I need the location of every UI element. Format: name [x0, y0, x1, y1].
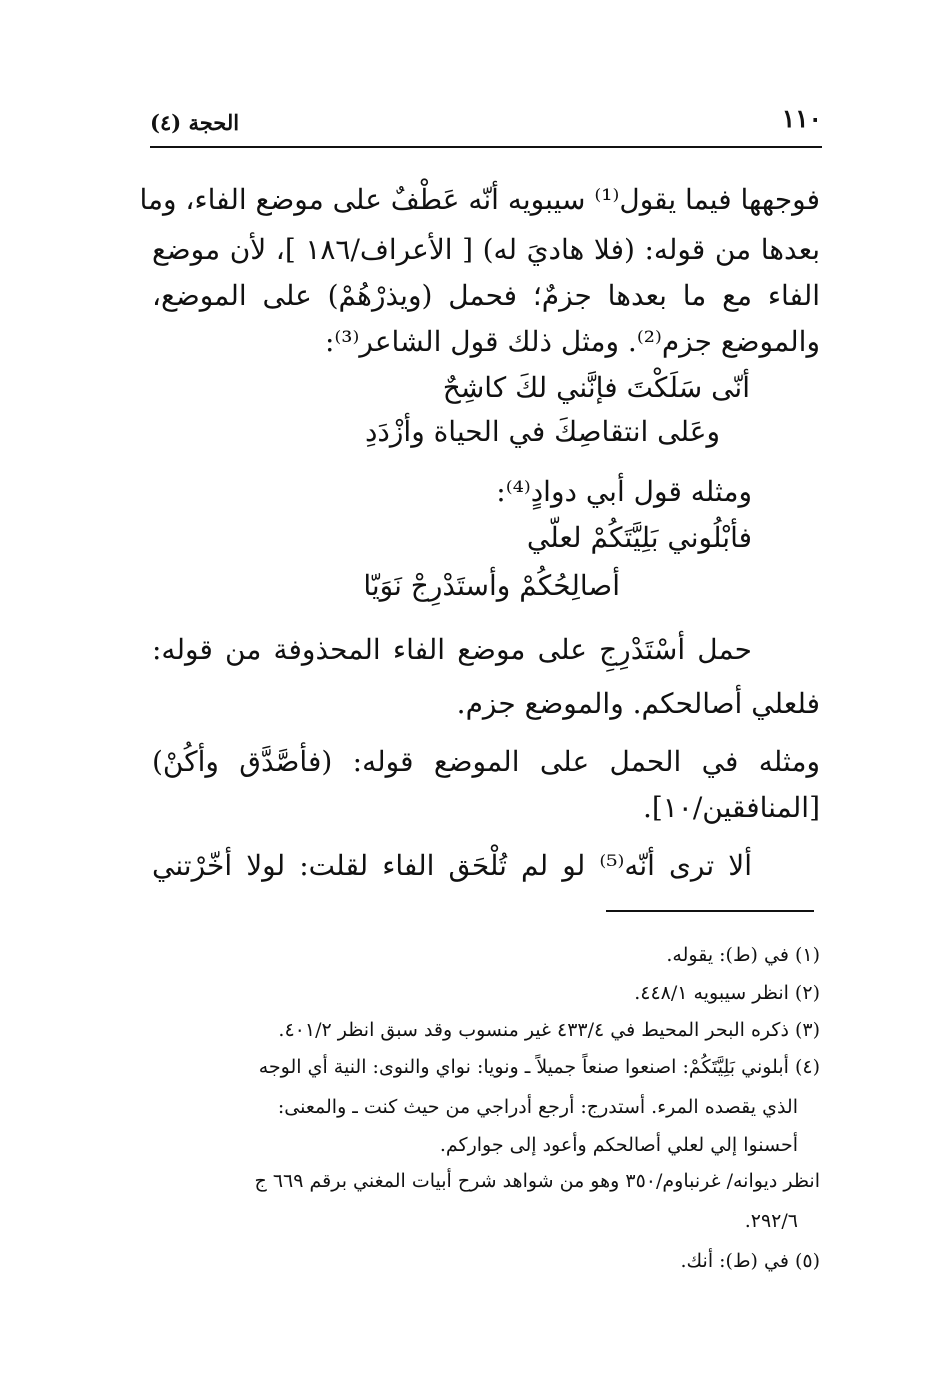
body-line: ومثله قول أبي دوادٍ⁽⁴⁾:: [496, 475, 752, 508]
body-line: ألا ترى أنّه⁽⁵⁾ لو لم تُلْحَق الفاء لقلت: لولا أخّرْتني: [152, 849, 752, 882]
body-line: الفاء مع ما بعدها جزمٌ؛ فحمل (ويذرْهُمْ) على الموضع،: [152, 279, 820, 312]
footnote-continuation: الذي يقصده المرء. أستدرج: أرجع أدراجي من حيث كنت ـ والمعنى:: [277, 1096, 798, 1118]
verse-hemistich: أصالِحُكُمْ وأستَدْرِجْ نَوَيّا: [363, 569, 620, 602]
running-header: [150, 104, 822, 144]
footnote: (٣) ذكره البحر المحيط في ٤٣٣/٤ غير منسوب وقد سبق انظر ٤٠١/٢.: [278, 1019, 820, 1041]
footnote: (٤) أبلوني بَلِيَّتَكُمْ: اصنعوا صنعاً جميلاً ـ ونويا: نواي والنوى: النية أي الوجه: [258, 1056, 820, 1078]
footnote-continuation: ٢٩٢/٦.: [744, 1210, 798, 1232]
body-line: بعدها من قوله: (فلا هاديَ له) [ الأعراف/١٨٦ ]، لأن موضع: [152, 233, 820, 266]
page-number: ١١٠: [781, 104, 822, 133]
footnote: (٢) انظر سيبويه ٤٤٨/١.: [634, 982, 820, 1004]
body-line: والموضع جزم⁽²⁾. ومثل ذلك قول الشاعر⁽³⁾:: [324, 325, 820, 358]
body-line: فلعلي أصالحكم. والموضع جزم.: [456, 687, 820, 720]
body-line: حمل أسْتَدْرِجِ على موضع الفاء المحذوفة من قوله:: [152, 633, 752, 666]
footnote-continuation: أحسنوا إلي لعلي أصالحكم وأعود إلى جواركم.: [439, 1134, 798, 1156]
verse-hemistich: أنّى سَلَكْتَ فإنَّني لكَ كاشِحٌ: [442, 371, 750, 404]
body-line: [المنافقين/١٠].: [642, 791, 820, 824]
footnote: (٥) في (ط): أنك.: [680, 1250, 820, 1272]
body-line: ومثله في الحمل على الموضع قوله: (فأصَّدَّق وأكُنْ): [152, 745, 820, 778]
header-rule: [150, 146, 822, 148]
verse-hemistich: وعَلى انتقاصِكَ في الحياة وأزْدَدِ: [364, 415, 720, 448]
footnote-rule: [606, 910, 814, 912]
footnote: (١) في (ط): يقوله.: [666, 944, 820, 966]
book-title: الحجة (٤): [150, 110, 240, 135]
body-line: فوجهها فيما يقول⁽¹⁾ سيبويه أنّه عَطْفٌ على موضع الفاء، وما: [139, 183, 820, 216]
verse-hemistich: فأبْلُوني بَلِيَّتَكُمْ لعلّي: [526, 521, 752, 554]
footnote-continuation: انظر ديوانه/ غرنباوم/٣٥٠ وهو من شواهد شرح أبيات المغني برقم ٦٦٩ ج: [254, 1170, 820, 1192]
